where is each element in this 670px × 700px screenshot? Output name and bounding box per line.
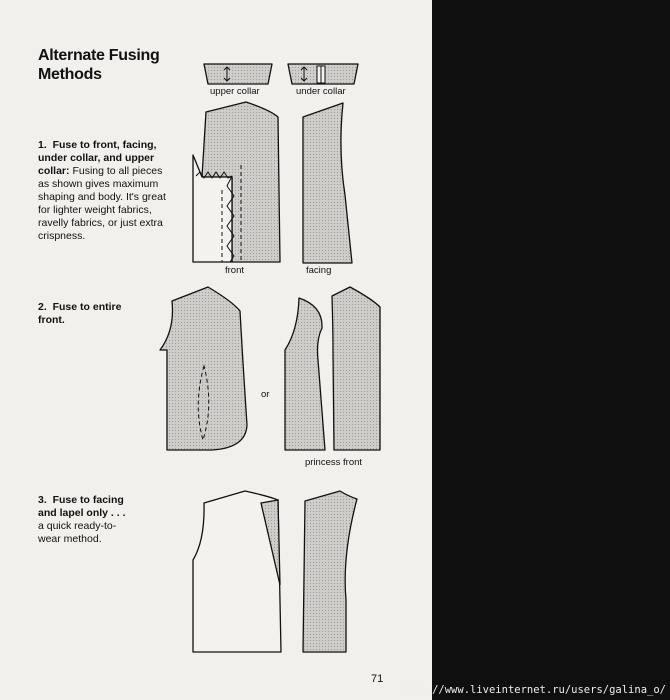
step-3-body-l2: wear method. (38, 533, 102, 545)
step-1-body-l8: crispness. (38, 230, 86, 242)
step-1-body-l4: as shown gives maximum (38, 178, 159, 190)
title-line-1: Alternate Fusing (38, 47, 160, 64)
step-3-heading-l1: Fuse to facing (52, 494, 124, 506)
title-line-2: Methods (38, 66, 102, 83)
facing-piece-step1 (303, 103, 352, 263)
step-3-heading-l2: and lapel only . . . (38, 507, 126, 519)
step-1-number: 1. (38, 139, 47, 151)
step-1-heading-l1: Fuse to front, facing, (52, 139, 157, 151)
page-number: 71 (371, 673, 384, 685)
label-under-collar: under collar (296, 86, 346, 97)
step-2-heading-l1: Fuse to entire (52, 301, 122, 313)
step-1-body-l3: Fusing to all pieces (72, 165, 163, 177)
label-or: or (261, 389, 270, 400)
step-3-body-l1: a quick ready-to- (38, 520, 117, 532)
label-facing: facing (306, 265, 332, 276)
watermark-url: http://www.liveinternet.ru/users/galina_o/ (400, 684, 666, 696)
step-3-number: 3. (38, 494, 47, 506)
facing-piece-step3 (303, 491, 357, 652)
step-2-number: 2. (38, 301, 47, 313)
princess-side-piece (285, 298, 325, 450)
step-1-body-l6: for lighter weight fabrics, (38, 204, 152, 216)
step-1-body-l7: ravelly fabrics, or just extra (38, 217, 163, 229)
princess-front-piece (332, 287, 380, 450)
label-upper-collar: upper collar (210, 86, 260, 97)
step-1-body-l5: shaping and body. It's great (38, 191, 166, 203)
label-front: front (225, 265, 245, 276)
step-1-heading-l2: under collar, and upper (38, 152, 155, 164)
step-1-heading-l3: collar: (38, 165, 70, 177)
upper-collar-piece (204, 64, 272, 84)
dark-background (432, 0, 670, 700)
label-princess-front: princess front (305, 457, 363, 468)
step-2-heading-l2: front. (38, 314, 65, 326)
